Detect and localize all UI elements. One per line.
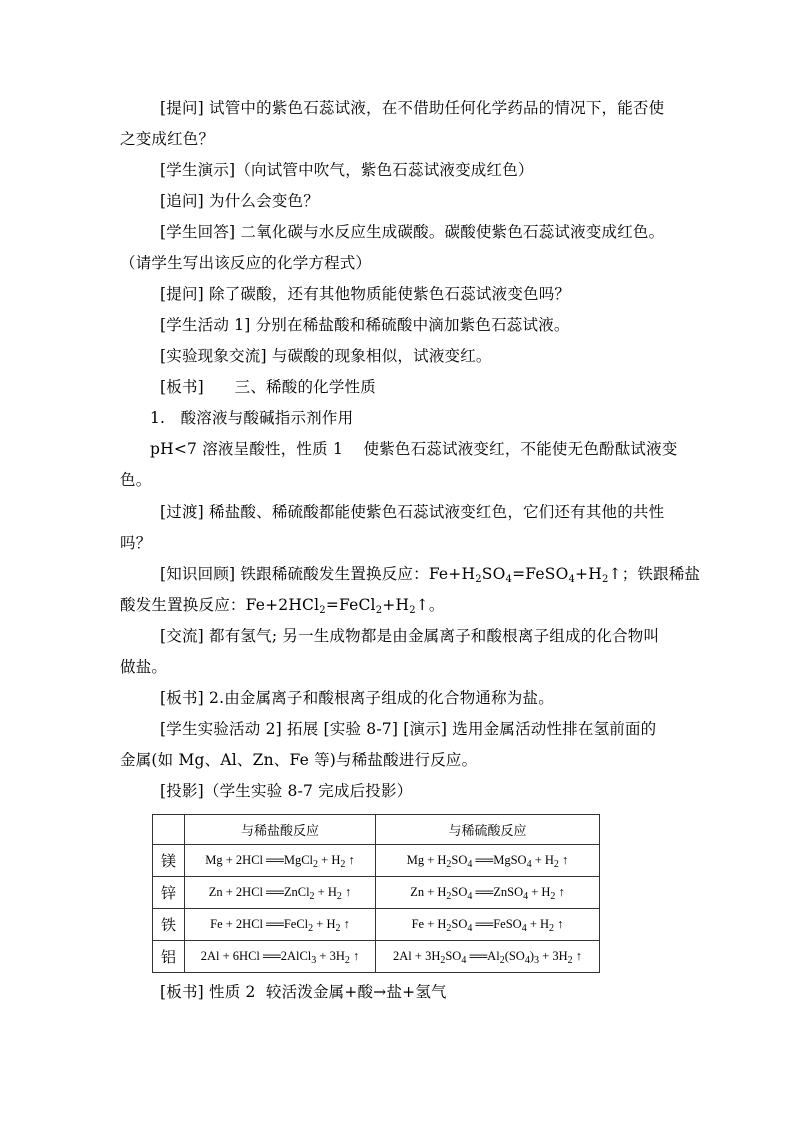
- student-answer-cont: （请学生写出该反应的化学方程式）: [120, 254, 372, 272]
- question-1: [提问] 试管中的紫色石蕊试液，在不借助任何化学药品的情况下，能否使: [160, 99, 665, 117]
- equation-hcl: Mg + 2HCl ══MgCl$_2$ + $H_2$ ↑: [185, 845, 376, 877]
- table-row: [153, 941, 600, 973]
- student-answer: [学生回答] 二氧化碳与水反应生成碳酸。碳酸使紫色石蕊试液变成红色。: [160, 223, 665, 241]
- board-heading-3: [板书] 三、稀酸的化学性质: [160, 378, 376, 396]
- follow-up-question: [追问] 为什么会变色？: [160, 192, 319, 210]
- student-experiment-2: [学生实验活动 2] 拓展 [实验 8-7] [演示] 选用金属活动性排在氢前面的: [160, 720, 657, 738]
- phenomenon-exchange: [实验现象交流] 与碳酸的现象相似，试液变红。: [160, 347, 492, 365]
- metal-label: 铁: [153, 909, 185, 941]
- property-1-cont: 色。: [120, 471, 152, 489]
- board-item-2: [板书] 2.由金属离子和酸根离子组成的化合物通称为盐。: [160, 689, 554, 707]
- property-1: pH<7 溶液呈酸性，性质 1 使紫色石蕊试液变红，不能使无色酚酞试液变: [150, 440, 678, 458]
- equation-h2so4: $Mg + H_2SO_4$ ══MgSO$_4$ + $H_2$ ↑: [376, 845, 600, 877]
- metal-label: 铝: [153, 941, 185, 973]
- transition: [过渡] 稀盐酸、稀硫酸都能使紫色石蕊试液变红色，它们还有其他的共性: [160, 503, 665, 521]
- student-experiment-2-cont: 金属(如 Mg、Al、Zn、Fe 等)与稀盐酸进行反应。: [120, 751, 478, 769]
- equation-h2so4: $Zn + H_2SO_4$ ══ZnSO$_4$ + $H_2$ ↑: [376, 877, 600, 909]
- equation-h2so4: $Fe + H_2SO_4$ ══FeSO$_4$ + $H_2$ ↑: [376, 909, 600, 941]
- table-header-row: [153, 815, 600, 845]
- equation-hcl: 2Al + 6HCl ══2AlCl$_3$ + $3H_2$ ↑: [185, 941, 376, 973]
- transition-cont: 吗？: [120, 534, 152, 552]
- student-activity-1: [学生活动 1] 分别在稀盐酸和稀硫酸中滴加紫色石蕊试液。: [160, 316, 570, 334]
- table-row: [153, 909, 600, 941]
- board-property-2: [板书] 性质 2 较活泼金属+酸→盐+氢气: [160, 983, 447, 1001]
- table-row: [153, 845, 600, 877]
- table-row: [153, 877, 600, 909]
- metal-label: 锌: [153, 877, 185, 909]
- reaction-table: [152, 814, 600, 973]
- exchange: [交流] 都有氢气; 另一生成物都是由金属离子和酸根离子组成的化合物叫: [160, 627, 660, 645]
- equation-h2so4: $2Al + 3H_2SO_4$ $══Al_2(SO_4)_3 + 3H_2$ ↑: [376, 941, 600, 973]
- question-1-cont: 之变成红色？: [120, 130, 215, 148]
- equation-hcl: Zn + 2HCl ══ZnCl$_2$ + $H_2$ ↑: [185, 877, 376, 909]
- table-header-h2so4: 与稀硫酸反应: [376, 815, 600, 845]
- board-item-1: 1. 酸溶液与酸碱指示剂作用: [150, 409, 354, 427]
- table-header-corner: [153, 815, 185, 845]
- knowledge-review: [知识回顾] 铁跟稀硫酸发生置换反应：$Fe+H_2SO_4=FeSO_4+H_2↑$；铁跟稀盐: [160, 565, 701, 585]
- exchange-cont: 做盐。: [120, 658, 168, 676]
- table-header-hcl: 与稀盐酸反应: [185, 815, 376, 845]
- knowledge-review-cont: 酸发生置换反应：$Fe+2HCl_2=FeCl_2+H_2↑$。: [120, 596, 445, 616]
- metal-label: 镁: [153, 845, 185, 877]
- projection-note: [投影]（学生实验 8-7 完成后投影）: [160, 782, 413, 800]
- student-demo: [学生演示]（向试管中吹气，紫色石蕊试液变成红色）: [160, 161, 534, 179]
- question-2: [提问] 除了碳酸，还有其他物质能使紫色石蕊试液变色吗？: [160, 285, 571, 303]
- equation-hcl: Fe + 2HCl ══FeCl$_2$ + $H_2$ ↑: [185, 909, 376, 941]
